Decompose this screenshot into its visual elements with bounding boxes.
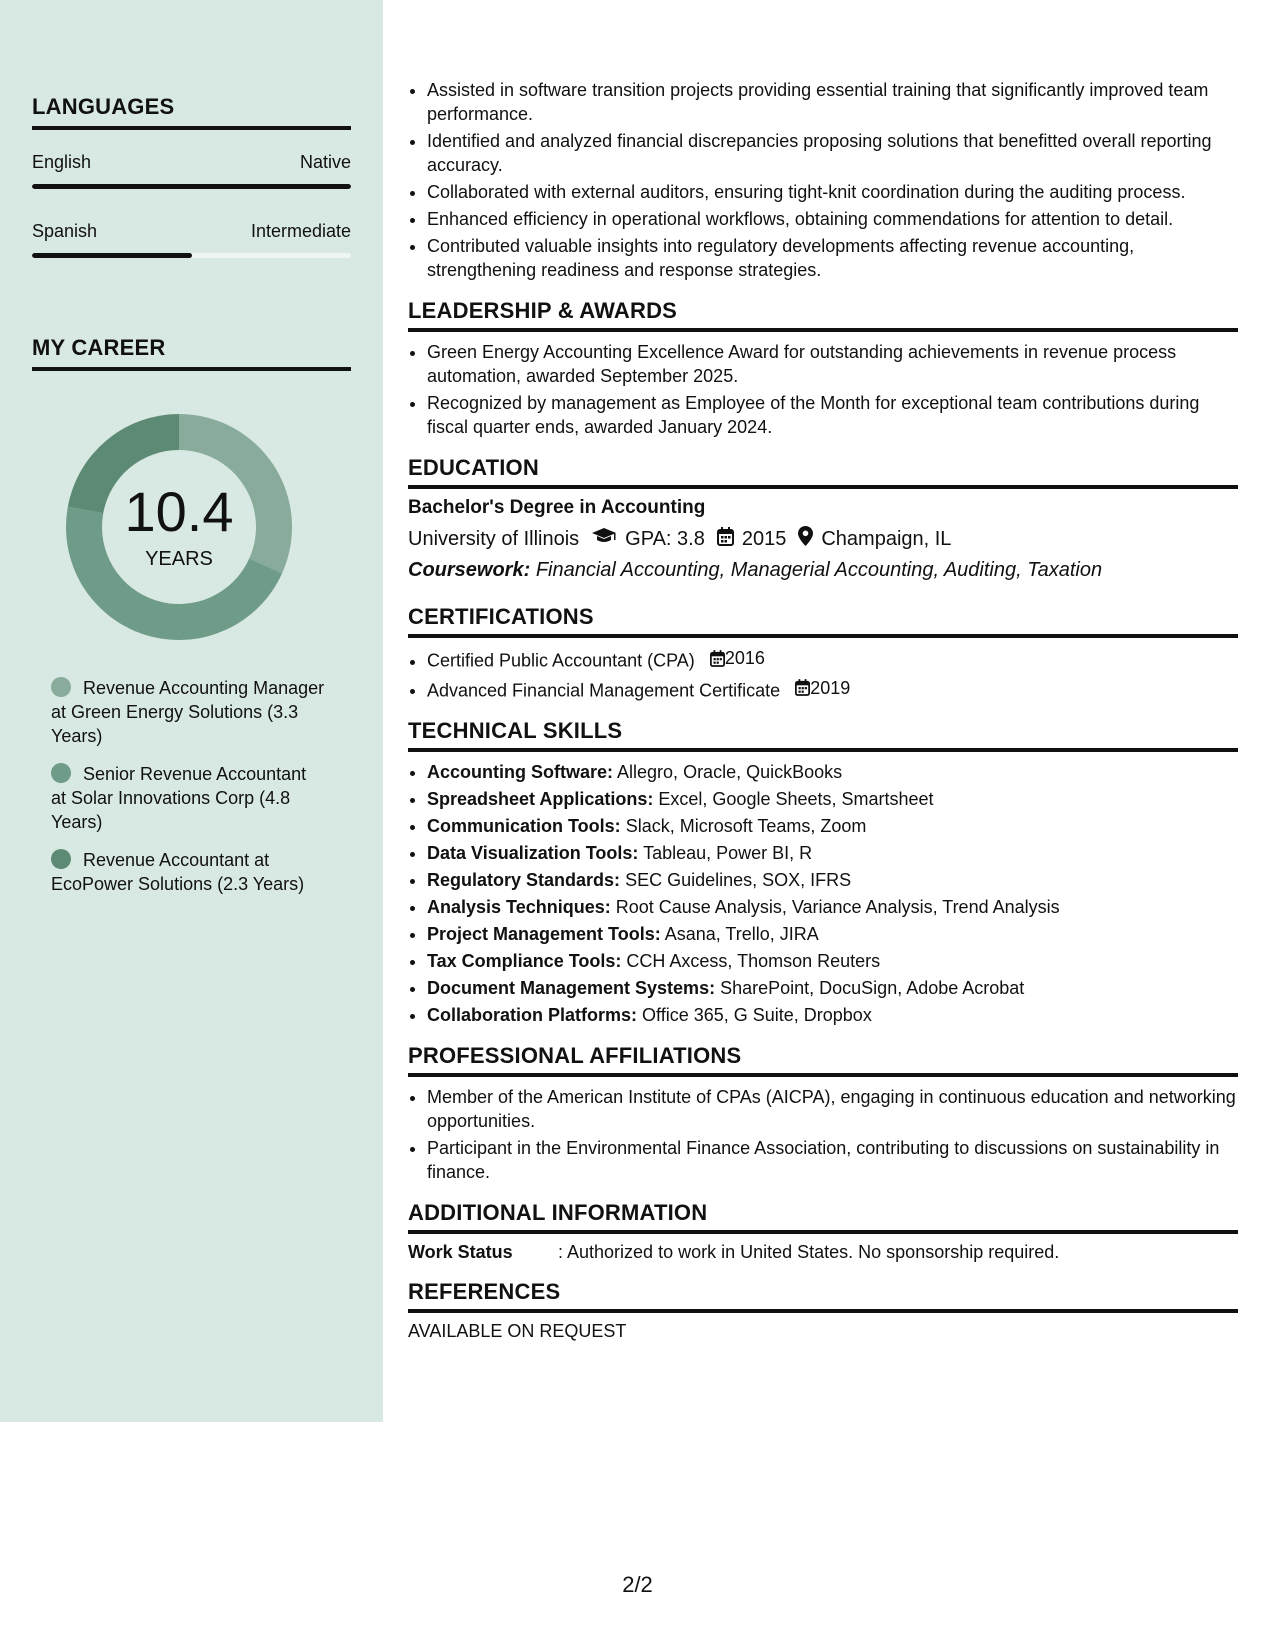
language-level: Intermediate [250, 221, 351, 241]
skill-value: SEC Guidelines, SOX, IFRS [625, 870, 852, 890]
list-item [427, 787, 1238, 811]
certification-name: Certified Public Accountant (CPA) [427, 650, 695, 671]
language-row-english [32, 152, 351, 173]
language-level: Native [299, 152, 351, 172]
skill-category: Tax Compliance Tools: [427, 951, 622, 971]
skill-category: Document Management Systems: [427, 978, 716, 998]
main-content [408, 78, 1238, 1342]
list-item: • Participant in the Environmental Finance Association, contributing to discussions on sustainability in finance. [427, 1136, 1238, 1184]
certification-name: Advanced Financial Management Certificate [427, 680, 781, 700]
education-school: University of Illinois [408, 527, 580, 550]
legend-dot [51, 763, 71, 783]
skill-value: CCH Axcess, Thomson Reuters [626, 951, 881, 971]
list-item: • Enhanced efficiency in operational workflows, obtaining commendations for attention to detail. [427, 207, 1238, 231]
language-proficiency-fill [32, 184, 351, 189]
language-row-spanish [32, 221, 351, 242]
skill-value: Office 365, G Suite, Dropbox [642, 1005, 872, 1025]
career-legend [51, 676, 326, 910]
list-item: • Member of the American Institute of CPAs (AICPA), engaging in continuous education and networking opportunities. [427, 1085, 1238, 1133]
calendar-icon [795, 679, 810, 696]
certification-year-group [795, 676, 850, 700]
work-status-label: Work Status [408, 1242, 513, 1262]
certifications-heading: CERTIFICATIONS [408, 604, 1238, 638]
list-item [427, 922, 1238, 946]
skill-value: Asana, Trello, JIRA [664, 924, 819, 944]
list-item [427, 976, 1238, 1000]
experience-bullets [408, 78, 1238, 282]
additional-info-heading: ADDITIONAL INFORMATION [408, 1200, 1238, 1234]
list-item [427, 646, 1238, 673]
language-proficiency-fill [32, 253, 192, 258]
career-legend-item [51, 762, 326, 834]
skill-category: Project Management Tools: [427, 924, 661, 944]
language-name: English [32, 152, 92, 172]
skill-value: Tableau, Power BI, R [643, 843, 813, 863]
list-item: • Contributed valuable insights into regulatory developments affecting revenue accounting, strengthening readiness and response strategies. [427, 234, 1238, 282]
location-pin-icon [798, 526, 813, 552]
list-item [427, 1003, 1238, 1027]
references-text: AVAILABLE ON REQUEST [408, 1321, 627, 1341]
skill-category: Spreadsheet Applications: [427, 789, 654, 809]
skill-value: Excel, Google Sheets, Smartsheet [658, 789, 934, 809]
list-item [427, 814, 1238, 838]
calendar-icon [710, 650, 725, 667]
education-gpa: GPA: 3.8 [625, 527, 705, 550]
languages-heading: LANGUAGES [32, 94, 351, 130]
skill-category: Analysis Techniques: [427, 897, 611, 917]
list-item [427, 676, 1238, 703]
affiliations-heading: PROFESSIONAL AFFILIATIONS [408, 1043, 1238, 1077]
references-heading: REFERENCES [408, 1279, 1238, 1313]
page-number: 2/2 [622, 1572, 653, 1597]
calendar-icon [717, 527, 734, 552]
education-location: Champaign, IL [821, 527, 952, 550]
education-details [408, 526, 1238, 552]
career-total-unit: YEARS [145, 548, 213, 570]
legend-dot [51, 677, 71, 697]
language-proficiency-bar [32, 184, 351, 189]
affiliations-list [408, 1085, 1238, 1184]
skill-value: Root Cause Analysis, Variance Analysis, Trend Analysis [615, 897, 1060, 917]
skill-category: Accounting Software: [427, 762, 614, 782]
skill-category: Data Visualization Tools: [427, 843, 639, 863]
list-item: • Green Energy Accounting Excellence Award for outstanding achievements in revenue process automation, awarded September 2025. [427, 340, 1238, 388]
list-item [427, 868, 1238, 892]
certification-year: 2019 [810, 677, 851, 698]
career-total-years: 10.4 [124, 480, 234, 543]
coursework-value: Financial Accounting, Managerial Accounting, Auditing, Taxation [535, 559, 1103, 581]
skill-value: SharePoint, DocuSign, Adobe Acrobat [720, 978, 1025, 998]
list-item: • Assisted in software transition projects providing essential training that significantly improved team performance. [427, 78, 1238, 126]
list-item [427, 895, 1238, 919]
leadership-heading: LEADERSHIP & AWARDS [408, 298, 1238, 332]
skill-value: Slack, Microsoft Teams, Zoom [625, 816, 867, 836]
sidebar [0, 0, 383, 1422]
career-position-label: Senior Revenue Accountant at Solar Innovations Corp (4.8 Years) [51, 764, 307, 832]
certification-year-group [710, 646, 765, 670]
career-legend-item [51, 676, 326, 748]
certification-year: 2016 [724, 648, 765, 668]
list-item [427, 949, 1238, 973]
list-item [427, 841, 1238, 865]
list-item [427, 760, 1238, 784]
career-position-label: Revenue Accounting Manager at Green Energy Solutions (3.3 Years) [51, 678, 325, 746]
skill-category: Regulatory Standards: [427, 870, 621, 890]
education-coursework [408, 559, 1238, 582]
education-heading: EDUCATION [408, 455, 1238, 489]
coursework-label: Coursework: [408, 559, 531, 581]
work-status-value: : Authorized to work in United States. No sponsorship required. [558, 1242, 1060, 1262]
skill-category: Communication Tools: [427, 816, 621, 836]
list-item: • Recognized by management as Employee of the Month for exceptional team contributions during fiscal quarter ends, awarded January 2024. [427, 391, 1238, 439]
skills-list [408, 760, 1238, 1027]
legend-dot [51, 849, 71, 869]
work-status-row [408, 1242, 1238, 1263]
list-item: • Collaborated with external auditors, ensuring tight-knit coordination during the auditing process. [427, 180, 1238, 204]
leadership-list [408, 340, 1238, 439]
language-name: Spanish [32, 221, 98, 241]
list-item: • Identified and analyzed financial discrepancies proposing solutions that benefitted overall reporting accuracy. [427, 129, 1238, 177]
language-proficiency-bar [32, 253, 351, 258]
career-heading: MY CAREER [32, 335, 351, 371]
career-legend-item [51, 848, 326, 896]
education-year: 2015 [741, 527, 787, 550]
career-position-label: Revenue Accountant at EcoPower Solutions (2.3 Years) [51, 850, 305, 894]
skill-category: Collaboration Platforms: [427, 1005, 638, 1025]
skill-value: Allegro, Oracle, QuickBooks [617, 762, 843, 782]
career-donut-chart [66, 414, 292, 640]
skills-heading: TECHNICAL SKILLS [408, 718, 1238, 752]
education-degree: Bachelor's Degree in Accounting [408, 497, 706, 518]
certifications-list [408, 646, 1238, 702]
graduation-cap-icon [591, 527, 617, 551]
